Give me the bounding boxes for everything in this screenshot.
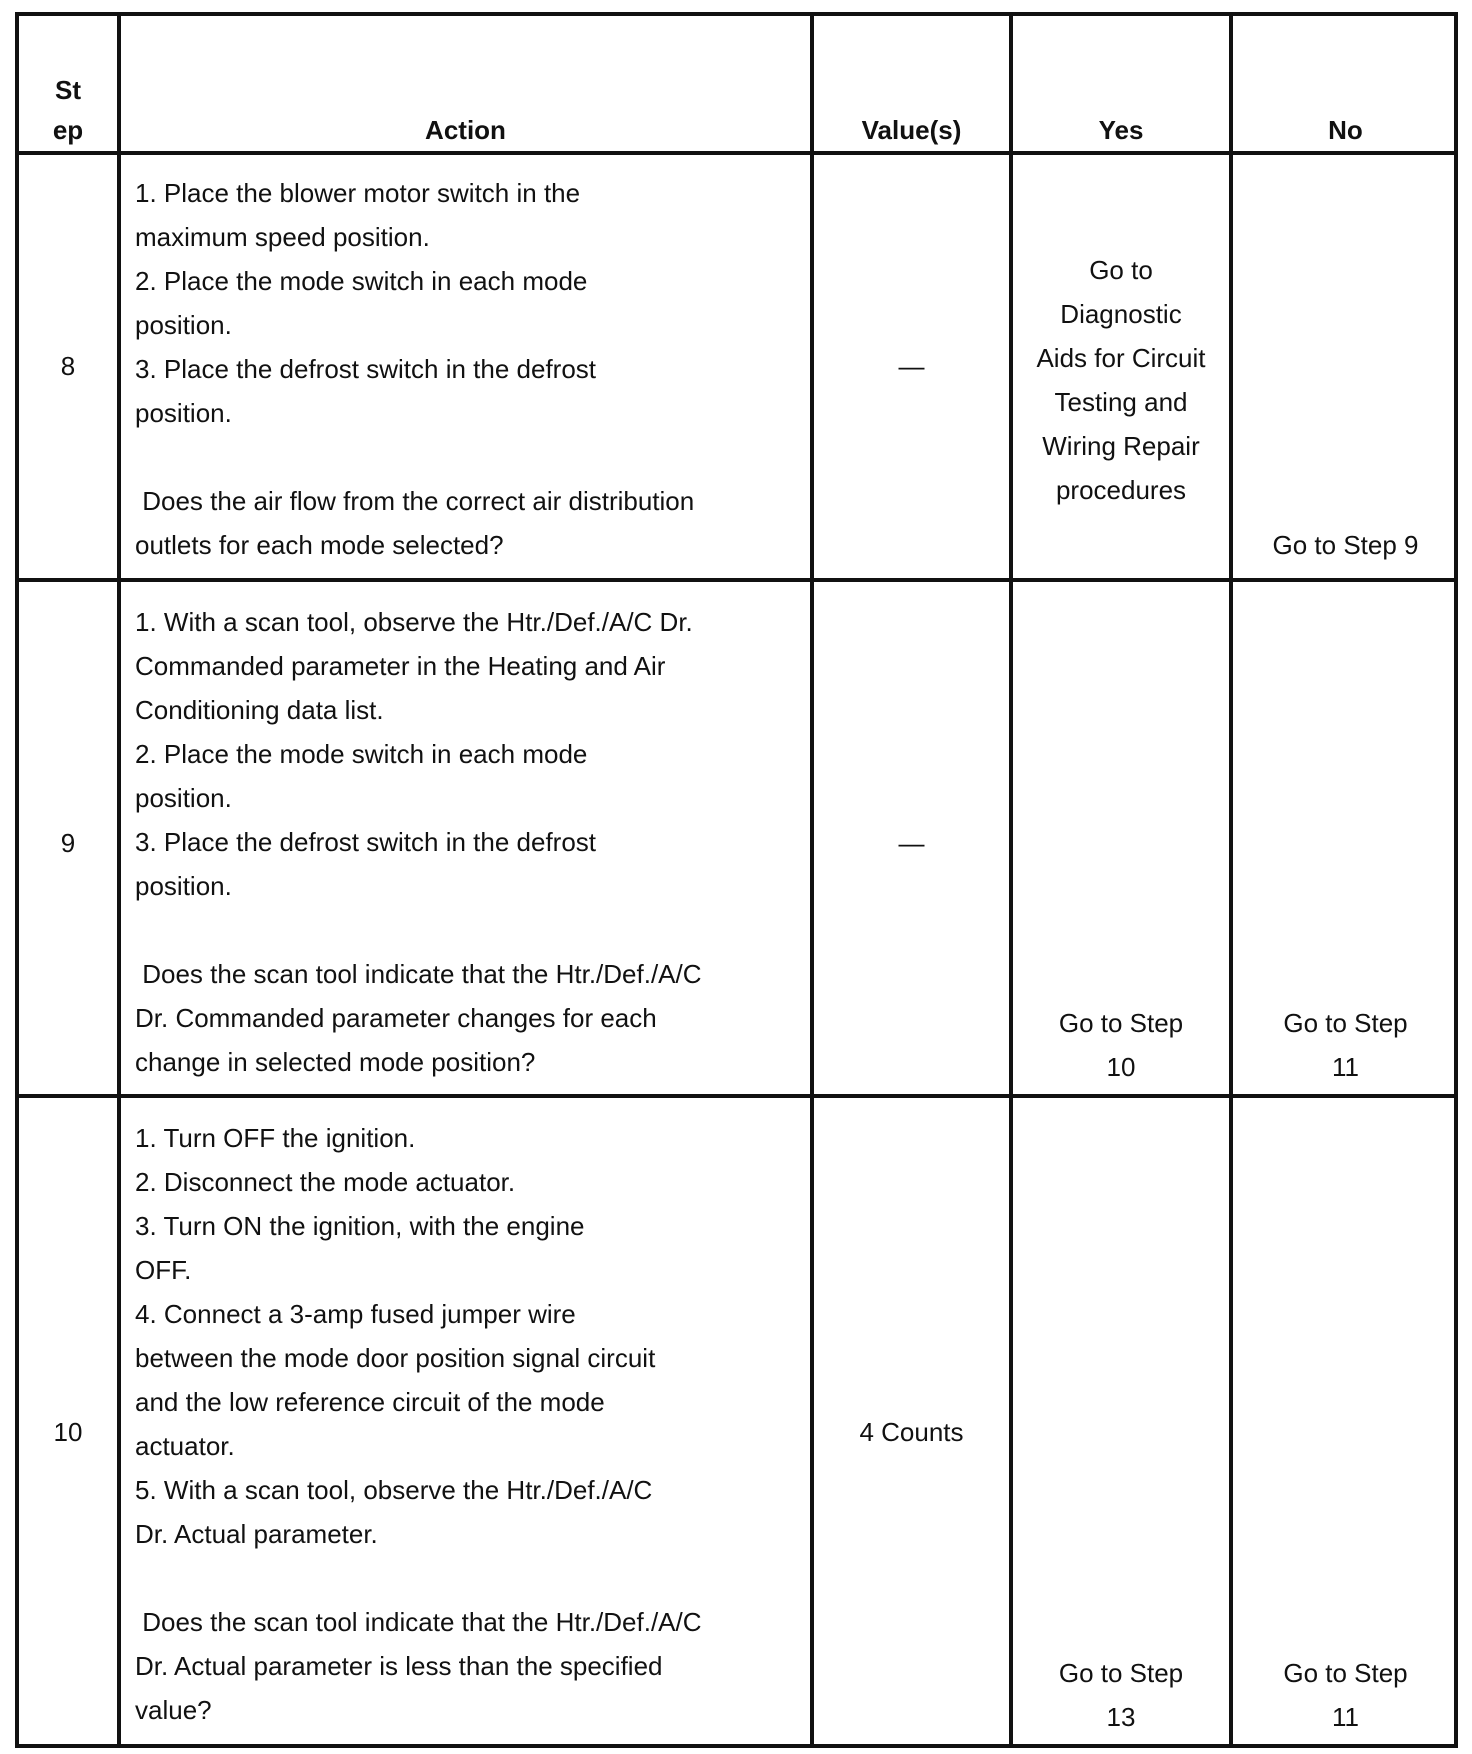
question-line: outlets for each mode selected? xyxy=(135,530,504,560)
no-line: Go to Step xyxy=(1283,1658,1408,1688)
row-no xyxy=(1233,1001,1458,1089)
row-step-number: 9 xyxy=(60,828,76,858)
header-step xyxy=(19,70,117,150)
no-line: Go to Step xyxy=(1283,1008,1408,1038)
col-divider xyxy=(1229,16,1233,1744)
row-no: Go to Step 9 xyxy=(1272,530,1419,560)
col-divider xyxy=(810,16,814,1744)
action-line: 3. Turn ON the ignition, with the engine xyxy=(135,1211,585,1241)
no-line: 11 xyxy=(1332,1702,1359,1732)
action-line: maximum speed position. xyxy=(135,222,430,252)
header-action: Action xyxy=(425,115,506,145)
action-line: and the low reference circuit of the mode xyxy=(135,1387,605,1417)
row-yes xyxy=(1013,1651,1229,1739)
header-step-line2: ep xyxy=(52,115,84,145)
action-line: 2. Place the mode switch in each mode xyxy=(135,739,588,769)
question-line: Dr. Commanded parameter changes for each xyxy=(135,1003,657,1033)
action-line: Conditioning data list. xyxy=(135,695,384,725)
action-line: actuator. xyxy=(135,1431,235,1461)
header-step-line1: St xyxy=(55,75,81,105)
action-line: 2. Place the mode switch in each mode xyxy=(135,266,588,296)
action-line: 2. Disconnect the mode actuator. xyxy=(135,1167,516,1197)
yes-line: Diagnostic xyxy=(1060,299,1182,329)
question-line: Does the air flow from the correct air distribution xyxy=(135,486,695,516)
action-line: 1. Place the blower motor switch in the xyxy=(135,178,581,208)
yes-line: Go to Step xyxy=(1058,1008,1184,1038)
action-line: 4. Connect a 3-amp fused jumper wire xyxy=(135,1299,576,1329)
row-step-number: 8 xyxy=(60,351,76,381)
action-line: 1. Turn OFF the ignition. xyxy=(135,1123,416,1153)
action-line: position. xyxy=(135,783,232,813)
action-line: Dr. Actual parameter. xyxy=(135,1519,378,1549)
row-action xyxy=(135,1116,805,1732)
col-divider xyxy=(117,16,121,1744)
row-value: — xyxy=(898,351,925,381)
action-line: position. xyxy=(135,310,232,340)
row-step-number: 10 xyxy=(53,1417,83,1447)
yes-line: Wiring Repair xyxy=(1042,431,1200,461)
yes-line: 13 xyxy=(1106,1702,1136,1732)
action-line: 1. With a scan tool, observe the Htr./Def./A/C Dr. xyxy=(135,607,693,637)
action-line: OFF. xyxy=(135,1255,192,1285)
action-line: between the mode door position signal circuit xyxy=(135,1343,656,1373)
yes-line: 10 xyxy=(1106,1052,1136,1082)
question-line: value? xyxy=(135,1695,212,1725)
action-line: 5. With a scan tool, observe the Htr./Def./A/C xyxy=(135,1475,653,1505)
row-yes xyxy=(1013,1001,1229,1089)
row-value: — xyxy=(898,828,925,858)
yes-line: procedures xyxy=(1055,475,1187,505)
diagnostic-table xyxy=(15,12,1458,1748)
row-no xyxy=(1233,1651,1458,1739)
header-values: Value(s) xyxy=(861,115,962,145)
question-line: Dr. Actual parameter is less than the specified xyxy=(135,1651,663,1681)
action-line: Commanded parameter in the Heating and Air xyxy=(135,651,666,681)
yes-line: Testing and xyxy=(1054,387,1188,417)
question-line: Does the scan tool indicate that the Htr./Def./A/C xyxy=(135,1607,702,1637)
row-divider xyxy=(19,1094,1454,1098)
row-value: 4 Counts xyxy=(859,1417,964,1447)
question-line: change in selected mode position? xyxy=(135,1047,536,1077)
no-line: 11 xyxy=(1332,1052,1359,1082)
action-line: 3. Place the defrost switch in the defrost xyxy=(135,827,597,857)
yes-line: Go to xyxy=(1089,255,1153,285)
question-line: Does the scan tool indicate that the Htr./Def./A/C xyxy=(135,959,702,989)
header-yes: Yes xyxy=(1098,115,1144,145)
action-line: position. xyxy=(135,871,232,901)
yes-line: Go to Step xyxy=(1058,1658,1184,1688)
row-divider xyxy=(19,578,1454,582)
header-no: No xyxy=(1328,115,1363,145)
row-action xyxy=(135,171,805,567)
row-action xyxy=(135,600,805,1084)
action-line: position. xyxy=(135,398,232,428)
action-line: 3. Place the defrost switch in the defrost xyxy=(135,354,597,384)
yes-line: Aids for Circuit xyxy=(1036,343,1206,373)
row-yes xyxy=(1013,248,1229,512)
